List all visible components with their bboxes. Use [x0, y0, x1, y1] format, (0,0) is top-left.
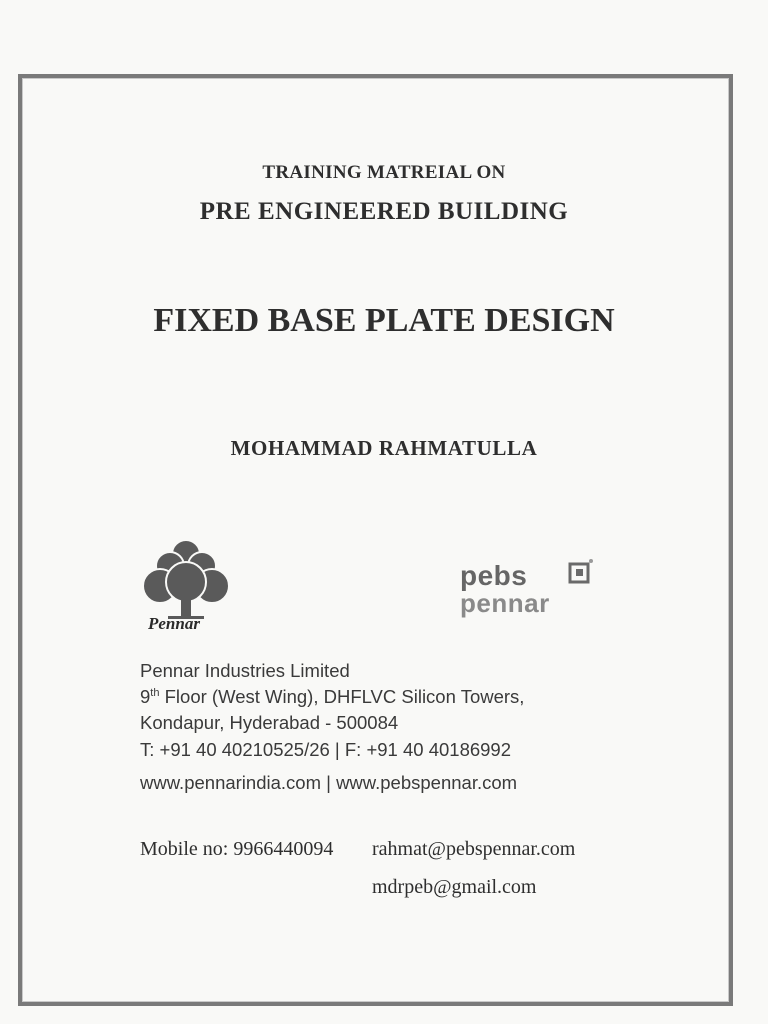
phone-fax: T: +91 40 40210525/26 | F: +91 40 40186992 — [140, 739, 512, 760]
websites: www.pennarindia.com | www.pebspennar.com — [140, 772, 518, 793]
floor-number: 9 — [140, 686, 151, 707]
street-address — [140, 686, 524, 708]
pennar-wordmark: Pennar — [148, 614, 200, 633]
pebs-logo-bottom-text: pennar — [460, 588, 550, 618]
mobile-number: Mobile no: 9966440094 — [140, 838, 334, 860]
secondary-email: mdrpeb@gmail.com — [372, 876, 537, 898]
floor-suffix: th — [150, 686, 160, 699]
street-rest: Floor (West Wing), DHFLVC Silicon Towers, — [159, 686, 525, 707]
primary-email: rahmat@pebspennar.com — [372, 838, 576, 860]
author-name: MOHAMMAD RAHMATULLA — [230, 436, 538, 460]
document-title: FIXED BASE PLATE DESIGN — [153, 302, 615, 339]
company-name: Pennar Industries Limited — [140, 660, 350, 681]
city-address: Kondapur, Hyderabad - 500084 — [140, 712, 399, 733]
training-material-heading: TRAINING MATREIAL ON — [262, 162, 506, 183]
pebs-square-logo-icon — [568, 558, 594, 584]
pebs-logo-top-text: pebs — [460, 560, 528, 591]
pre-engineered-building-heading: PRE ENGINEERED BUILDING — [199, 198, 569, 225]
